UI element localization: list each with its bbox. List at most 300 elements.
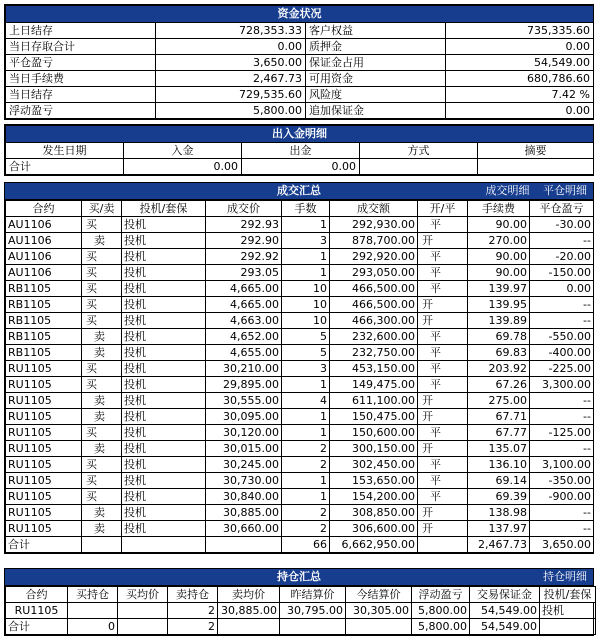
trade-cell: 1 [282,377,330,393]
table-row [6,377,594,393]
trades-total-row [6,537,594,553]
trade-total-cell [122,537,206,553]
funds-row [6,71,594,87]
trade-cell: 投机 [122,441,206,457]
position-total-cell: 合计 [6,619,68,635]
table-row [6,249,594,265]
trade-cell: -- [530,233,594,249]
table-row [6,217,594,233]
trade-cell: RB1105 [6,281,82,297]
trade-cell: 30,120.00 [206,425,282,441]
trade-total-cell: 6,662,950.00 [330,537,418,553]
trades-header-bar [5,183,593,200]
trade-cell: 30,095.00 [206,409,282,425]
positions-column-header: 卖均价 [218,587,280,603]
trade-cell: 30,245.00 [206,457,282,473]
funds-value: 5,800.00 [156,103,306,119]
trade-cell: 137.97 [468,521,530,537]
trades-title: 成交汇总 [277,184,321,197]
trade-detail-link[interactable]: 成交明细 [485,184,530,197]
trades-column-header: 平仓盈亏 [530,201,594,217]
position-cell: 54,549.00 [470,603,540,619]
trade-cell: 投机 [122,473,206,489]
trade-total-cell: 2,467.73 [468,537,530,553]
trade-cell: 卖 [82,505,122,521]
trade-cell: 67.71 [468,409,530,425]
trade-cell: 306,600.00 [330,521,418,537]
position-total-cell [218,619,280,635]
positions-header-bar [5,569,593,586]
funds-value: 54,549.00 [446,55,594,71]
trade-cell: 开 [418,441,468,457]
table-row [6,505,594,521]
funds-label: 上日结存 [6,23,156,39]
table-row [6,233,594,249]
trade-cell: 1 [282,409,330,425]
funds-value: 0.00 [446,103,594,119]
trade-cell: 4,665.00 [206,281,282,297]
trade-cell: 平 [418,457,468,473]
trade-cell: RU1105 [6,457,82,473]
trade-cell: 卖 [82,233,122,249]
trade-cell: 买 [82,249,122,265]
trade-cell: -30.00 [530,217,594,233]
trade-cell: 开 [418,505,468,521]
trade-cell: 139.95 [468,297,530,313]
trade-cell: 投机 [122,377,206,393]
inout-total-method [360,159,478,175]
trade-cell: RU1105 [6,409,82,425]
funds-row [6,87,594,103]
trade-cell: 150,475.00 [330,409,418,425]
trade-cell: 买 [82,217,122,233]
trade-cell: 1 [282,473,330,489]
trade-cell: 投机 [122,249,206,265]
trade-cell: 平 [418,281,468,297]
trade-cell: 投机 [122,361,206,377]
trade-cell: RU1105 [6,425,82,441]
funds-row [6,103,594,119]
table-row [6,603,596,619]
trade-cell: RU1105 [6,521,82,537]
trade-cell: -- [530,521,594,537]
trade-cell: 90.00 [468,249,530,265]
trade-cell: 4,665.00 [206,297,282,313]
trade-cell: 平 [418,329,468,345]
table-row [6,281,594,297]
trade-cell: 投机 [122,425,206,441]
table-row [6,361,594,377]
trade-cell: 投机 [122,457,206,473]
position-cell: 30,885.00 [218,603,280,619]
trade-cell: 开 [418,297,468,313]
trade-cell: 30,015.00 [206,441,282,457]
trade-total-cell [82,537,122,553]
position-cell: 5,800.00 [412,603,470,619]
funds-value: 728,353.33 [156,23,306,39]
trade-cell: 5 [282,329,330,345]
trade-cell: 4,663.00 [206,313,282,329]
table-row [6,393,594,409]
trade-total-cell: 3,650.00 [530,537,594,553]
trade-cell: 投机 [122,297,206,313]
inout-total-in: 0.00 [124,159,242,175]
trade-cell: 4 [282,393,330,409]
positions-title: 持仓汇总 [277,570,321,583]
table-row [6,265,594,281]
trade-cell: 买 [82,297,122,313]
trades-column-header: 手续费 [468,201,530,217]
trade-cell: 30,555.00 [206,393,282,409]
trade-cell: RB1105 [6,297,82,313]
trade-cell: 1 [282,489,330,505]
inout-header-row [6,143,594,159]
table-row [6,521,594,537]
positions-column-header: 投机/套保 [540,587,596,603]
trade-cell: 453,150.00 [330,361,418,377]
position-cell: 2 [168,603,218,619]
trade-cell: 1 [282,249,330,265]
positions-section [4,568,594,636]
trade-cell: 投机 [122,345,206,361]
funds-label: 可用资金 [306,71,446,87]
trade-cell: 开 [418,313,468,329]
funds-row [6,55,594,71]
inout-column-header: 发生日期 [6,143,124,159]
trade-cell: 292.90 [206,233,282,249]
inout-total-label: 合计 [6,159,124,175]
trade-cell: 投机 [122,521,206,537]
funds-value: 3,650.00 [156,55,306,71]
inout-column-header: 摘要 [478,143,594,159]
trade-cell: 67.77 [468,425,530,441]
trade-cell: 293.05 [206,265,282,281]
trade-cell: AU1106 [6,249,82,265]
trade-cell: 投机 [122,217,206,233]
trade-cell: 平 [418,473,468,489]
trade-cell: AU1106 [6,265,82,281]
trades-table-body [6,201,594,553]
trade-cell: 292,920.00 [330,249,418,265]
trade-cell: 466,300.00 [330,313,418,329]
funds-label: 风险度 [306,87,446,103]
funds-label: 保证金占用 [306,55,446,71]
funds-value: 7.42 % [446,87,594,103]
trade-cell: 投机 [122,265,206,281]
funds-label: 平仓盈亏 [6,55,156,71]
trade-cell: 203.92 [468,361,530,377]
funds-value: 729,535.60 [156,87,306,103]
trade-cell: 139.97 [468,281,530,297]
trade-cell: 149,475.00 [330,377,418,393]
positions-column-header: 卖持仓 [168,587,218,603]
position-cell [68,603,118,619]
table-row [6,329,594,345]
position-total-cell [346,619,412,635]
trade-cell: 投机 [122,505,206,521]
trade-cell: 买 [82,489,122,505]
trade-cell: 3 [282,361,330,377]
funds-label: 质押金 [306,39,446,55]
trade-cell: -- [530,393,594,409]
funds-title: 资金状况 [6,6,594,23]
trade-cell: -- [530,409,594,425]
trade-cell: 90.00 [468,265,530,281]
trade-cell: 买 [82,281,122,297]
trade-cell: 平 [418,249,468,265]
trade-cell: 开 [418,521,468,537]
funds-label: 追加保证金 [306,103,446,119]
close-detail-link[interactable]: 平仓明细 [543,184,587,197]
funds-value: 0.00 [156,39,306,55]
trade-cell: -125.00 [530,425,594,441]
trade-cell: 10 [282,297,330,313]
trade-cell: RB1105 [6,345,82,361]
trade-cell: 308,850.00 [330,505,418,521]
inout-column-header: 方式 [360,143,478,159]
trade-cell: 302,450.00 [330,457,418,473]
trade-cell: 293,050.00 [330,265,418,281]
trade-cell: 232,750.00 [330,345,418,361]
positions-column-header: 交易保证金 [470,587,540,603]
trade-cell: 69.39 [468,489,530,505]
trade-cell: 5 [282,345,330,361]
trade-cell: 67.26 [468,377,530,393]
trade-cell: 90.00 [468,217,530,233]
trade-cell: -225.00 [530,361,594,377]
trade-cell: 3 [282,233,330,249]
trade-cell: 卖 [82,441,122,457]
trades-column-header: 投机/套保 [122,201,206,217]
table-row [6,345,594,361]
position-cell: 30,305.00 [346,603,412,619]
trades-column-header: 手数 [282,201,330,217]
funds-label: 当日结存 [6,87,156,103]
trades-column-header: 开/平 [418,201,468,217]
trade-cell: RU1105 [6,377,82,393]
position-total-cell: 54,549.00 [470,619,540,635]
trade-cell: 30,210.00 [206,361,282,377]
trade-cell: 1 [282,425,330,441]
trade-cell: 平 [418,377,468,393]
trade-cell: 2 [282,521,330,537]
trade-cell: 878,700.00 [330,233,418,249]
trade-cell: 卖 [82,345,122,361]
trade-cell: RB1105 [6,329,82,345]
trade-cell: 买 [82,473,122,489]
positions-column-header: 今结算价 [346,587,412,603]
position-total-cell [540,619,596,635]
trade-cell: 1 [282,217,330,233]
trade-cell: 卖 [82,329,122,345]
trade-cell: -- [530,297,594,313]
positions-column-header: 买持仓 [68,587,118,603]
funds-table-body [6,23,594,119]
trade-total-cell [206,537,282,553]
funds-row [6,23,594,39]
trade-cell: 投机 [122,329,206,345]
trade-cell: -400.00 [530,345,594,361]
trades-column-header: 合约 [6,201,82,217]
inout-total-summary [478,159,594,175]
trade-cell: 平 [418,345,468,361]
table-row [6,409,594,425]
table-row [6,441,594,457]
trade-cell: -20.00 [530,249,594,265]
trade-cell: 139.89 [468,313,530,329]
trade-cell: 平 [418,425,468,441]
positions-column-header: 合约 [6,587,68,603]
trade-cell: -150.00 [530,265,594,281]
trades-column-header: 买/卖 [82,201,122,217]
trade-cell: 30,730.00 [206,473,282,489]
trade-cell: 买 [82,425,122,441]
position-total-cell [280,619,346,635]
table-row [6,489,594,505]
trade-cell: 30,840.00 [206,489,282,505]
trade-cell: -900.00 [530,489,594,505]
trade-cell: 买 [82,361,122,377]
trade-cell: 300,150.00 [330,441,418,457]
position-detail-link[interactable]: 持仓明细 [543,570,587,583]
trade-cell: 3,300.00 [530,377,594,393]
position-total-cell: 0 [68,619,118,635]
inout-total-out: 0.00 [242,159,360,175]
trade-cell: 10 [282,313,330,329]
trade-cell: 卖 [82,393,122,409]
position-total-cell: 5,800.00 [412,619,470,635]
trade-cell: 150,600.00 [330,425,418,441]
trade-cell: 平 [418,361,468,377]
trade-cell: 开 [418,393,468,409]
trade-cell: 开 [418,233,468,249]
positions-column-header: 买均价 [118,587,168,603]
trades-header-row [6,201,594,217]
trade-cell: 4,655.00 [206,345,282,361]
positions-table-body [6,587,596,635]
trade-cell: 611,100.00 [330,393,418,409]
trade-cell: 136.10 [468,457,530,473]
trade-cell: 平 [418,265,468,281]
trade-cell: 154,200.00 [330,489,418,505]
trade-cell: 1 [282,265,330,281]
trade-cell: 投机 [122,409,206,425]
trade-cell: -- [530,505,594,521]
trades-column-header: 成交额 [330,201,418,217]
trade-cell: 292.93 [206,217,282,233]
trade-cell: RB1105 [6,313,82,329]
trade-cell: 10 [282,281,330,297]
trade-cell: 69.78 [468,329,530,345]
trade-cell: 30,660.00 [206,521,282,537]
trade-cell: 29,895.00 [206,377,282,393]
position-cell: RU1105 [6,603,68,619]
trade-cell: 2 [282,441,330,457]
trade-cell: 275.00 [468,393,530,409]
trade-cell: 投机 [122,313,206,329]
trade-cell: 466,500.00 [330,297,418,313]
positions-column-header: 浮动盈亏 [412,587,470,603]
trades-section [4,182,594,554]
trade-cell: RU1105 [6,489,82,505]
funds-value: 2,467.73 [156,71,306,87]
funds-row [6,39,594,55]
trade-cell: 投机 [122,489,206,505]
table-row [6,297,594,313]
trade-cell: 投机 [122,281,206,297]
inout-column-header: 入金 [124,143,242,159]
position-total-cell [118,619,168,635]
trade-cell: 232,600.00 [330,329,418,345]
trade-cell: 69.14 [468,473,530,489]
positions-header-row [6,587,596,603]
trade-cell: 平 [418,217,468,233]
trade-cell: 买 [82,457,122,473]
trade-cell: 开 [418,409,468,425]
inout-column-header: 出金 [242,143,360,159]
trade-cell: 买 [82,265,122,281]
trade-cell: 30,885.00 [206,505,282,521]
funds-value: 0.00 [446,39,594,55]
trade-cell: RU1105 [6,473,82,489]
trade-cell: 2 [282,505,330,521]
trade-cell: 138.98 [468,505,530,521]
trade-total-cell: 合计 [6,537,82,553]
trade-cell: AU1106 [6,233,82,249]
position-total-cell: 2 [168,619,218,635]
trade-cell: 平 [418,489,468,505]
trade-total-cell: 66 [282,537,330,553]
inout-total-row [6,159,594,175]
trade-cell: -550.00 [530,329,594,345]
trade-cell: 3,100.00 [530,457,594,473]
funds-label: 当日手续费 [6,71,156,87]
trade-cell: -- [530,441,594,457]
table-row [6,425,594,441]
position-cell: 30,795.00 [280,603,346,619]
trade-total-cell [418,537,468,553]
positions-total-row [6,619,596,635]
trade-cell: 292,930.00 [330,217,418,233]
trade-cell: RU1105 [6,505,82,521]
trade-cell: 270.00 [468,233,530,249]
trade-cell: 卖 [82,409,122,425]
funds-label: 浮动盈亏 [6,103,156,119]
trade-cell: -- [530,313,594,329]
trade-cell: 4,652.00 [206,329,282,345]
trade-cell: RU1105 [6,393,82,409]
trades-column-header: 成交价 [206,201,282,217]
position-cell: 投机 [540,603,596,619]
trade-cell: 135.07 [468,441,530,457]
inout-title: 出入金明细 [6,126,594,143]
trade-cell: AU1106 [6,217,82,233]
trade-cell: 292.92 [206,249,282,265]
trade-cell: 466,500.00 [330,281,418,297]
funds-value: 735,335.60 [446,23,594,39]
table-row [6,457,594,473]
trade-cell: 投机 [122,393,206,409]
funds-label: 客户权益 [306,23,446,39]
trade-cell: 153,650.00 [330,473,418,489]
funds-value: 680,786.60 [446,71,594,87]
inout-section [4,124,594,176]
trade-cell: 卖 [82,521,122,537]
trade-cell: RU1105 [6,441,82,457]
trade-cell: 69.83 [468,345,530,361]
table-row [6,313,594,329]
trade-cell: -350.00 [530,473,594,489]
